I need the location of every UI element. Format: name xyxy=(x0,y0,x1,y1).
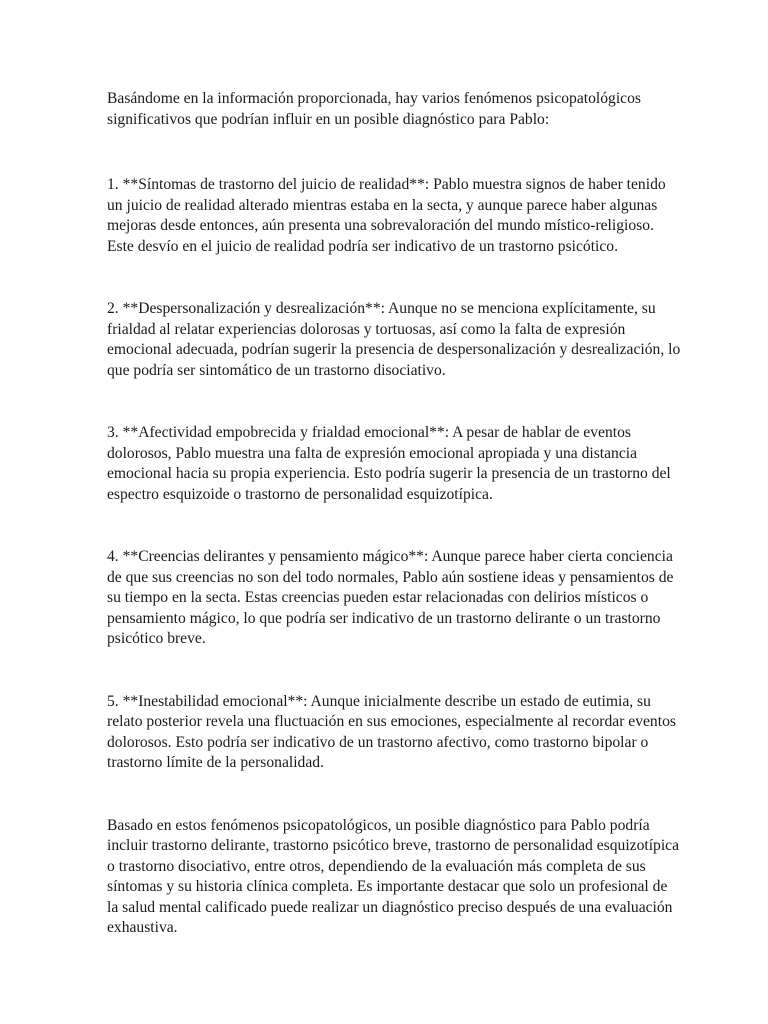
item-line: un juicio de realidad alterado mientras estaba en la secta, y aunque parece haber algunas xyxy=(107,196,658,214)
conclusion-line: Basado en estos fenómenos psicopatológicos, un posible diagnóstico para Pablo podría xyxy=(107,816,650,834)
item-line: dolorosos. Esto podría ser indicativo de un trastorno afectivo, como trastorno bipolar o xyxy=(107,733,649,751)
intro-line: significativos que podrían influir en un posible diagnóstico para Pablo: xyxy=(107,110,550,128)
item-line: Este desvío en el juicio de realidad podría ser indicativo de un trastorno psicótico. xyxy=(107,237,618,255)
list-item-2 xyxy=(107,299,681,381)
conclusion-paragraph xyxy=(107,816,680,939)
item-line: 5. **Inestabilidad emocional**: Aunque inicialmente describe un estado de eutimia, su xyxy=(107,692,651,710)
item-line: 1. **Síntomas de trastorno del juicio de realidad**: Pablo muestra signos de haber tenido xyxy=(107,176,666,193)
item-line: su tiempo en la secta. Estas creencias pueden estar relacionadas con delirios místicos o xyxy=(107,589,649,606)
item-line: pensamiento mágico, lo que podría ser indicativo de un trastorno delirante o un trastorno xyxy=(107,609,661,627)
list-item-4 xyxy=(107,547,674,650)
item-line: dolorosos, Pablo muestra una falta de expresión emocional apropiada y una distancia xyxy=(107,444,638,462)
item-line: relato posterior revela una fluctuación en sus emociones, especialmente al recordar eventos xyxy=(107,713,676,730)
conclusion-line: o trastorno disociativo, entre otros, dependiendo de la evaluación más completa de sus xyxy=(107,857,646,875)
conclusion-line: exhaustiva. xyxy=(107,919,178,936)
intro-line: Basándome en la información proporcionada, hay varios fenómenos psicopatológicos xyxy=(107,90,641,107)
list-item-3 xyxy=(107,423,671,505)
item-line: 3. **Afectividad empobrecida y frialdad emocional**: A pesar de hablar de eventos xyxy=(107,424,631,441)
item-line: emocional adecuada, podrían sugerir la presencia de despersonalización y desrealización, lo xyxy=(107,341,681,358)
item-line: mejoras desde entonces, aún presenta una sobrevaloración del mundo místico-religioso. xyxy=(107,217,654,234)
item-line: espectro esquizoide o trastorno de personalidad esquizotípica. xyxy=(107,485,493,503)
item-line: trastorno límite de la personalidad. xyxy=(107,754,324,771)
intro-paragraph xyxy=(107,89,667,130)
list-item-5 xyxy=(107,692,676,774)
conclusion-line: incluir trastorno delirante, trastorno psicótico breve, trastorno de personalidad esquizotípica xyxy=(107,837,680,854)
item-line: frialdad al relatar experiencias dolorosas y tortuosas, así como la falta de expresión xyxy=(107,320,626,338)
conclusion-line: la salud mental calificado puede realizar un diagnóstico preciso después de una evaluación xyxy=(107,898,673,916)
item-line: psicótico breve. xyxy=(107,630,206,647)
item-line: 2. **Despersonalización y desrealización**: Aunque no se menciona explícitamente, su xyxy=(107,300,656,317)
item-line: 4. **Creencias delirantes y pensamiento mágico**: Aunque parece haber cierta conciencia xyxy=(107,548,673,565)
list-item-1 xyxy=(107,175,667,257)
item-line: que podría ser sintomático de un trastorno disociativo. xyxy=(107,361,446,379)
item-line: emocional hacia su propia experiencia. Esto podría sugerir la presencia de un trastorno del xyxy=(107,465,671,482)
document-page xyxy=(107,89,681,939)
conclusion-line: síntomas y su historia clínica completa. Es importante destacar que solo un profesional de xyxy=(107,878,668,895)
item-line: de que sus creencias no son del todo normales, Pablo aún sostiene ideas y pensamientos de xyxy=(107,568,674,586)
